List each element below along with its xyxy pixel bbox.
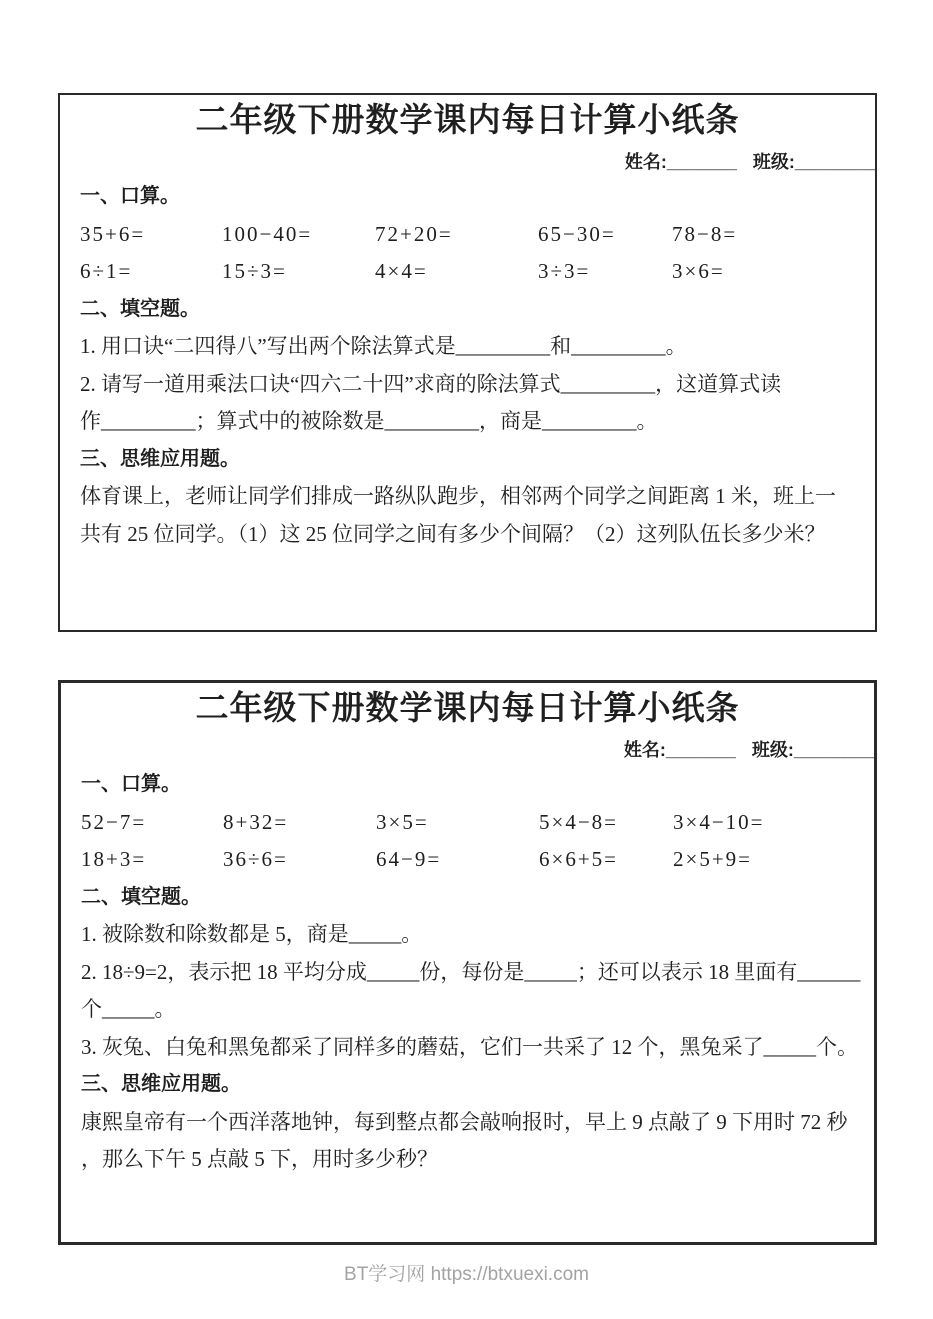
fill-item-line: 2. 请写一道用乘法口诀“四六二十四”求商的除法算式_________，这道算式读 (80, 371, 782, 396)
oral-problems-row (80, 216, 855, 254)
oral-problem: 18+3= (81, 847, 147, 871)
apply-section-heading: 三、思维应用题。 (80, 447, 240, 470)
student-info-row (60, 150, 875, 174)
worksheet-title: 二年级下册数学课内每日计算小纸条 (195, 689, 740, 726)
fill-item-line: 1. 用口诀“二四得八”写出两个除法算式是_________和_________。 (80, 334, 687, 358)
oral-problem: 6×6+5= (539, 847, 619, 871)
oral-problems-row (80, 253, 855, 291)
fill-section-heading: 二、填空题。 (80, 297, 200, 320)
fill-item-line: 3. 灰兔、白兔和黑兔都采了同样多的蘑菇，它们一共采了 12 个，黑兔采了_____个。 (81, 1034, 858, 1059)
oral-problem: 2×5+9= (673, 847, 753, 871)
fill-section-heading: 二、填空题。 (81, 885, 201, 908)
oral-problem: 4×4= (375, 259, 428, 283)
oral-problem: 36÷6= (223, 847, 288, 871)
class-label: 班级: (751, 740, 794, 760)
fill-item-line: 个_____。 (81, 997, 176, 1021)
class-blank-field: ________ (794, 152, 875, 172)
oral-problem: 6÷1= (80, 259, 133, 283)
worksheet-card-1 (58, 93, 877, 632)
site-watermark: BT学习网 https://btxuexi.com (344, 1264, 589, 1285)
oral-problem: 3×4−10= (673, 809, 765, 834)
oral-problem: 8+32= (223, 809, 289, 834)
fill-item-line: 2. 18÷9=2，表示把 18 平均分成_____份，每份是_____；还可以表示 18 里面有______ (81, 959, 861, 984)
name-blank-field: _______ (666, 152, 737, 172)
oral-problem: 52−7= (81, 809, 147, 834)
oral-problem: 3×5= (376, 809, 429, 834)
oral-section-heading: 一、口算。 (81, 773, 181, 795)
application-problem-line: 体育课上，老师让同学们排成一路纵队跑步，相邻两个同学之间距离 1 米，班上一 (80, 484, 836, 508)
oral-problem: 3×6= (672, 259, 725, 283)
fill-item-line: 作_________；算式中的被除数是_________，商是_________。 (80, 409, 658, 433)
oral-problem: 100−40= (222, 221, 313, 246)
name-blank-field: _______ (665, 740, 736, 760)
class-blank-field: ________ (793, 740, 874, 760)
worksheet-body (60, 178, 875, 553)
application-problem-line: ，那么下午 5 点敲 5 下，用时多少秒？ (81, 1147, 438, 1171)
oral-problem: 65−30= (538, 221, 616, 246)
oral-problem: 15÷3= (222, 259, 287, 283)
application-problem-line: 共有 25 位同学。（1）这 25 位同学之间有多少个间隔？（2）这列队伍长多少米？ (80, 521, 826, 546)
name-label: 姓名: (624, 152, 667, 172)
oral-problems-row (81, 804, 854, 842)
student-info-row (61, 738, 874, 762)
oral-problem: 64−9= (376, 847, 442, 871)
worksheet-card-2 (58, 680, 877, 1245)
worksheet-title: 二年级下册数学课内每日计算小纸条 (195, 101, 740, 138)
name-label: 姓名: (623, 740, 666, 760)
oral-problem: 35+6= (80, 221, 146, 246)
worksheet-body (61, 766, 874, 1179)
oral-problems-row (81, 841, 854, 879)
oral-problem: 3÷3= (538, 259, 591, 283)
apply-section-heading: 三、思维应用题。 (81, 1073, 241, 1095)
oral-problem: 5×4−8= (539, 809, 619, 834)
oral-section-heading: 一、口算。 (80, 185, 180, 207)
oral-problem: 72+20= (375, 221, 453, 246)
oral-problem: 78−8= (672, 221, 738, 246)
class-label: 班级: (752, 152, 795, 172)
application-problem-line: 康熙皇帝有一个西洋落地钟，每到整点都会敲响报时，早上 9 点敲了 9 下用时 72 秒 (81, 1109, 848, 1134)
fill-item-line: 1. 被除数和除数都是 5，商是_____。 (81, 922, 423, 946)
